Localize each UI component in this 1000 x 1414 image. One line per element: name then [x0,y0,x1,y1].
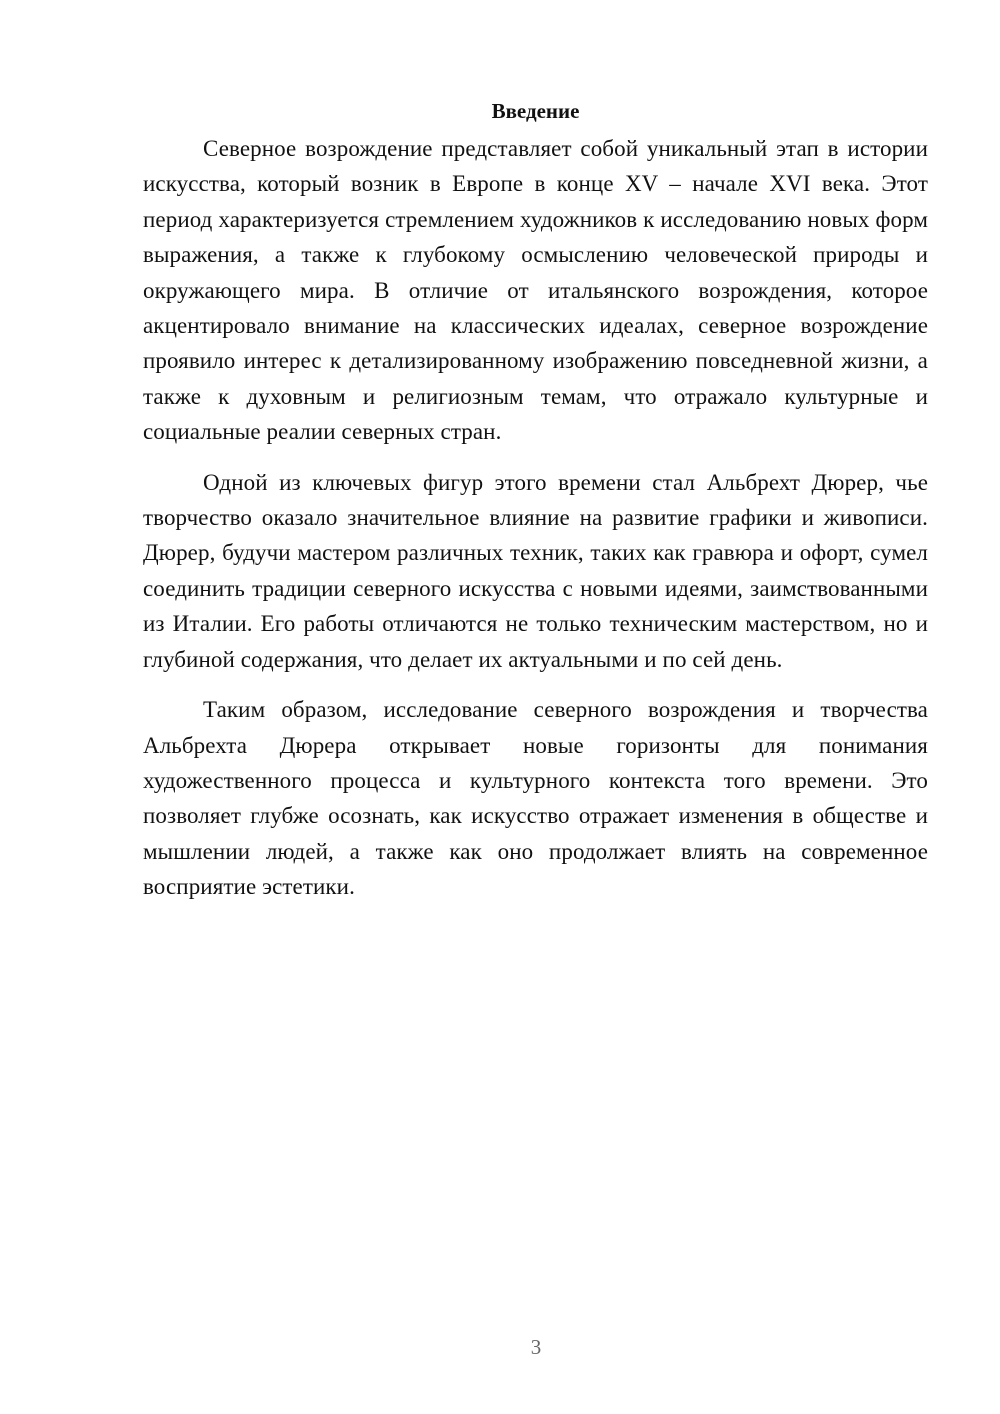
paragraph-2: Одной из ключевых фигур этого времени стал Альбрехт Дюрер, чье творчество оказало значительное влияние на развитие графики и живописи. Дюрер, будучи мастером различных техник, таких как гравюра и офорт, сумел соединить традиции северного искусства с новыми идеями, заимствованными из Италии. Его работы отличаются не только техническим мастерством, но и глубиной содержания, что делает их актуальными и по сей день. [143,469,928,672]
paragraph-1: Северное возрождение представляет собой уникальный этап в истории искусства, который возник в Европе в конце XV – начале XVI века. Этот период характеризуется стремлением художников к исследованию новых форм выражения, а также к глубокому осмыслению человеческой природы и окружающего мира. В отличие от итальянского возрождения, которое акцентировало внимание на классических идеалах, северное возрождение проявило интерес к детализированному изображению повседневной жизни, а также к духовным и религиозным темам, что отражало культурные и социальные реалии северных стран. [143,136,928,445]
page-number: 3 [530,1335,542,1359]
section-heading: Введение [491,99,580,123]
page-content [143,96,928,905]
paragraph-3: Таким образом, исследование северного возрождения и творчества Альбрехта Дюрера открывает новые горизонты для понимания художественного процесса и культурного контекста того времени. Это позволяет глубже осознать, как искусство отражает изменения в обществе и мышлении людей, а также как оно продолжает влиять на современное восприятие эстетики. [143,697,928,900]
